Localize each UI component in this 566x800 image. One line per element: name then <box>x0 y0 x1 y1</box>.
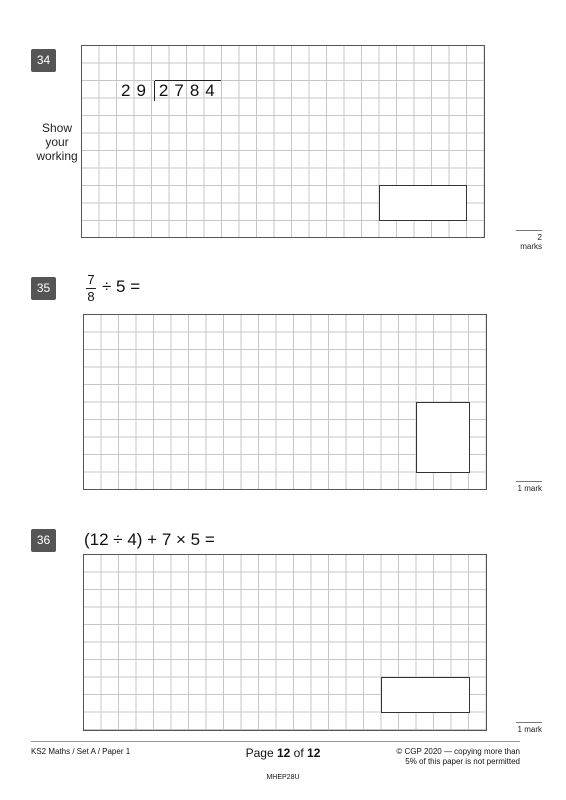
answer-box-34[interactable] <box>379 185 467 221</box>
copyright-line-2: 5% of this paper is not permitted <box>405 757 520 766</box>
marks-36: 1 mark <box>516 722 542 734</box>
question-35-expression: ÷ 5 = <box>102 277 141 296</box>
answer-box-36[interactable] <box>381 677 470 713</box>
question-number-35: 35 <box>31 277 56 300</box>
answer-box-35[interactable] <box>416 402 470 473</box>
copyright-line-1: © CGP 2020 — copying more than <box>396 747 520 756</box>
marks-34: 2 marks <box>516 230 542 251</box>
page-of: of <box>290 746 308 760</box>
fraction-denominator: 8 <box>87 289 95 304</box>
page-total: 12 <box>307 746 321 760</box>
paper-code: MHEP28U <box>266 774 300 781</box>
footer-paper-title: KS2 Maths / Set A / Paper 1 <box>31 747 131 756</box>
copyright-notice <box>370 747 520 767</box>
dividend: 2784 <box>155 80 221 101</box>
question-number-36: 36 <box>31 529 56 552</box>
fraction <box>86 272 96 305</box>
question-number-34: 34 <box>31 49 56 72</box>
long-division <box>121 80 221 101</box>
show-working-label: Show your working <box>36 121 78 163</box>
page-prefix: Page <box>245 746 277 760</box>
page-current: 12 <box>276 746 291 760</box>
footer-divider <box>31 741 520 742</box>
fraction-numerator: 7 <box>87 272 95 287</box>
question-36-expression: (12 ÷ 4) + 7 × 5 = <box>84 530 215 549</box>
marks-35: 1 mark <box>516 481 542 493</box>
divisor: 29 <box>121 81 155 101</box>
